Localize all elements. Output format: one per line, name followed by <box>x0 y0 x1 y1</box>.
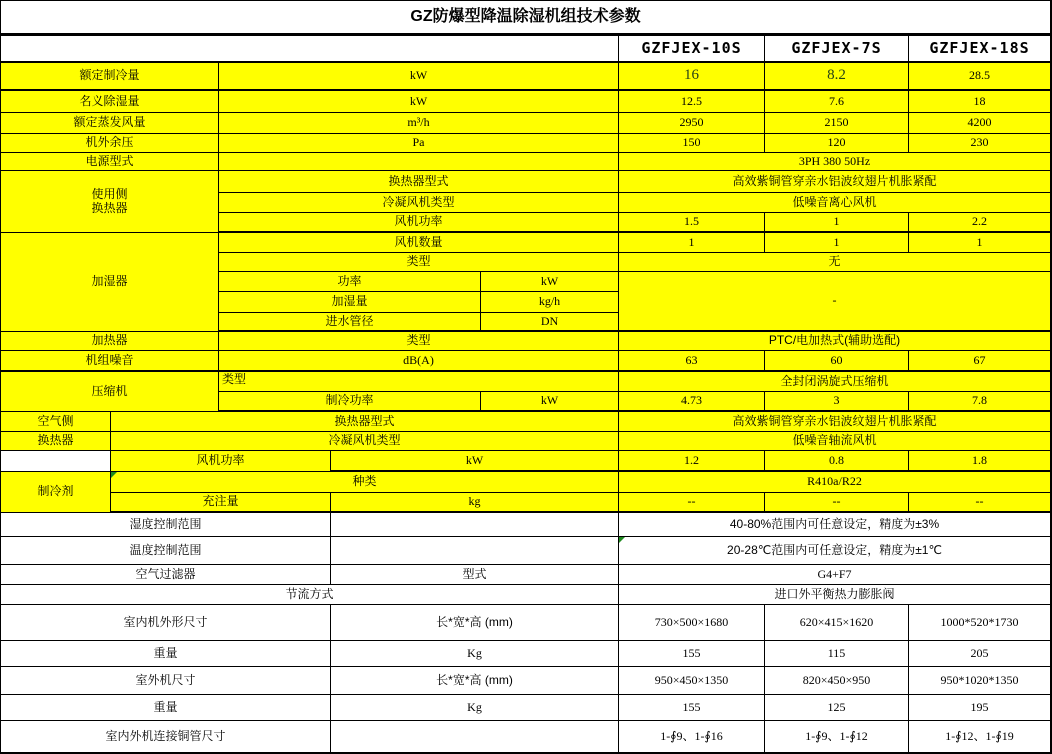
unit-cell: Kg <box>331 695 619 721</box>
spanning-value-cell: 高效紫铜管穿亲水铝波纹翅片机胀紧配 <box>619 412 1051 432</box>
unit-cell: kW <box>481 272 619 292</box>
value-cell: 16 <box>619 63 765 91</box>
error-marker-icon <box>111 472 117 478</box>
model-header: GZFJEX-7S <box>765 36 909 63</box>
spanning-value-cell: 40-80%范围内可任意设定，精度为±3% <box>619 513 1051 537</box>
spanning-value-cell: G4+F7 <box>619 565 1051 585</box>
value-cell: 230 <box>909 134 1051 153</box>
value-cell: 1 <box>619 233 765 253</box>
spanning-value-cell <box>619 537 1051 565</box>
value-cell: 4.73 <box>619 392 765 412</box>
value-cell: 63 <box>619 351 765 372</box>
value-cell: 950*1020*1350 <box>909 667 1051 695</box>
spanning-value-cell: 进口外平衡热力膨胀阀 <box>619 585 1051 605</box>
value-cell: 2.2 <box>909 213 1051 233</box>
param-cell: 风机功率 <box>111 451 331 472</box>
param-cell: 加湿量 <box>219 292 481 313</box>
row-label: 节流方式 <box>1 585 619 605</box>
row-label: 室内机外形尺寸 <box>1 605 331 641</box>
param-cell: 类型 <box>219 372 619 392</box>
param-cell: 风机功率 <box>219 213 619 233</box>
param-cell: 制冷功率 <box>219 392 481 412</box>
value-cell: 820×450×950 <box>765 667 909 695</box>
unit-cell: 长*宽*高 (mm) <box>331 605 619 641</box>
param-cell <box>111 472 619 493</box>
model-header: GZFJEX-18S <box>909 36 1051 63</box>
param-cell: 充注量 <box>111 493 331 513</box>
empty-cell <box>1 36 619 63</box>
unit-cell: 长*宽*高 (mm) <box>331 667 619 695</box>
spanning-value-cell: - <box>619 272 1051 332</box>
value-cell: 120 <box>765 134 909 153</box>
value-cell: 7.8 <box>909 392 1051 412</box>
row-label: 重量 <box>1 641 331 667</box>
empty-cell <box>1 451 111 472</box>
spanning-value-cell: 3PH 380 50Hz <box>619 153 1051 171</box>
value-cell: 4200 <box>909 113 1051 134</box>
page-title: GZ防爆型降温除湿机组技术参数 <box>1 1 1051 36</box>
spanning-value-cell: 无 <box>619 253 1051 272</box>
param-cell: 型式 <box>331 565 619 585</box>
unit-cell: m³/h <box>219 113 619 134</box>
value-cell: 195 <box>909 695 1051 721</box>
unit-cell: Pa <box>219 134 619 153</box>
param-cell: 进水管径 <box>219 313 481 332</box>
row-label: 额定蒸发风量 <box>1 113 219 134</box>
row-label-line: 换热器 <box>91 200 128 215</box>
param-cell: 风机数量 <box>219 233 619 253</box>
row-label: 温度控制范围 <box>1 537 331 565</box>
value-cell: 1-∮12、1-∮19 <box>909 721 1051 753</box>
row-label <box>1 171 219 233</box>
value-cell: 620×415×1620 <box>765 605 909 641</box>
value-cell: 1-∮9、1-∮16 <box>619 721 765 753</box>
row-label: 空气侧 <box>1 412 111 432</box>
empty-cell <box>331 513 619 537</box>
value-cell: 2950 <box>619 113 765 134</box>
unit-cell: kW <box>219 91 619 113</box>
unit-cell: kW <box>219 63 619 91</box>
value-cell: 1 <box>909 233 1051 253</box>
value-cell: 3 <box>765 392 909 412</box>
param-text: 种类 <box>352 474 377 489</box>
value-cell: 1.5 <box>619 213 765 233</box>
value-cell: 1-∮9、1-∮12 <box>765 721 909 753</box>
unit-cell: DN <box>481 313 619 332</box>
value-cell: -- <box>765 493 909 513</box>
row-label: 机组噪音 <box>1 351 219 372</box>
value-cell: 1 <box>765 233 909 253</box>
value-cell: 125 <box>765 695 909 721</box>
value-cell: 155 <box>619 641 765 667</box>
value-cell: -- <box>619 493 765 513</box>
model-header: GZFJEX-10S <box>619 36 765 63</box>
value-cell: 0.8 <box>765 451 909 472</box>
row-label: 换热器 <box>1 432 111 451</box>
value-cell: 8.2 <box>765 63 909 91</box>
spanning-value-cell: PTC/电加热式(辅助选配) <box>619 332 1051 351</box>
row-label: 机外余压 <box>1 134 219 153</box>
param-cell: dB(A) <box>219 351 619 372</box>
error-marker-icon <box>619 537 625 543</box>
param-cell: 换热器型式 <box>111 412 619 432</box>
value-cell: 18 <box>909 91 1051 113</box>
unit-cell: kW <box>331 451 619 472</box>
unit-cell: kW <box>481 392 619 412</box>
value-text: 20-28℃范围内可任意设定，精度为±1℃ <box>727 542 942 557</box>
row-label: 重量 <box>1 695 331 721</box>
row-label: 压缩机 <box>1 372 219 412</box>
row-label-line: 使用侧 <box>91 186 128 201</box>
value-cell: 1000*520*1730 <box>909 605 1051 641</box>
param-cell: 换热器型式 <box>219 171 619 193</box>
value-cell: 205 <box>909 641 1051 667</box>
row-label: 室内外机连接铜管尺寸 <box>1 721 331 753</box>
value-cell: 7.6 <box>765 91 909 113</box>
row-label: 加热器 <box>1 332 219 351</box>
empty-cell <box>331 537 619 565</box>
row-label: 额定制冷量 <box>1 63 219 91</box>
value-cell: 115 <box>765 641 909 667</box>
param-cell: 功率 <box>219 272 481 292</box>
spanning-value-cell: 高效紫铜管穿亲水铝波纹翅片机胀紧配 <box>619 171 1051 193</box>
param-cell: 类型 <box>219 332 619 351</box>
value-cell: 950×450×1350 <box>619 667 765 695</box>
param-cell: 类型 <box>219 253 619 272</box>
empty-cell <box>219 153 619 171</box>
spanning-value-cell: R410a/R22 <box>619 472 1051 493</box>
value-cell: 28.5 <box>909 63 1051 91</box>
empty-cell <box>331 721 619 753</box>
value-cell: 1 <box>765 213 909 233</box>
unit-cell: Kg <box>331 641 619 667</box>
unit-cell: kg/h <box>481 292 619 313</box>
param-cell: 冷凝风机类型 <box>111 432 619 451</box>
row-label: 名义除湿量 <box>1 91 219 113</box>
value-cell: 730×500×1680 <box>619 605 765 641</box>
param-cell: 冷凝风机类型 <box>219 193 619 213</box>
value-cell: 150 <box>619 134 765 153</box>
spanning-value-cell: 低噪音轴流风机 <box>619 432 1051 451</box>
value-cell: 2150 <box>765 113 909 134</box>
value-cell: -- <box>909 493 1051 513</box>
row-label: 空气过滤器 <box>1 565 331 585</box>
row-label: 室外机尺寸 <box>1 667 331 695</box>
value-cell: 12.5 <box>619 91 765 113</box>
row-label: 湿度控制范围 <box>1 513 331 537</box>
value-cell: 1.2 <box>619 451 765 472</box>
row-label: 电源型式 <box>1 153 219 171</box>
value-cell: 67 <box>909 351 1051 372</box>
value-cell: 60 <box>765 351 909 372</box>
spanning-value-cell: 全封闭涡旋式压缩机 <box>619 372 1051 392</box>
row-label: 加湿器 <box>1 233 219 332</box>
value-cell: 155 <box>619 695 765 721</box>
unit-cell: kg <box>331 493 619 513</box>
row-label: 制冷剂 <box>1 472 111 513</box>
value-cell: 1.8 <box>909 451 1051 472</box>
spanning-value-cell: 低噪音离心风机 <box>619 193 1051 213</box>
